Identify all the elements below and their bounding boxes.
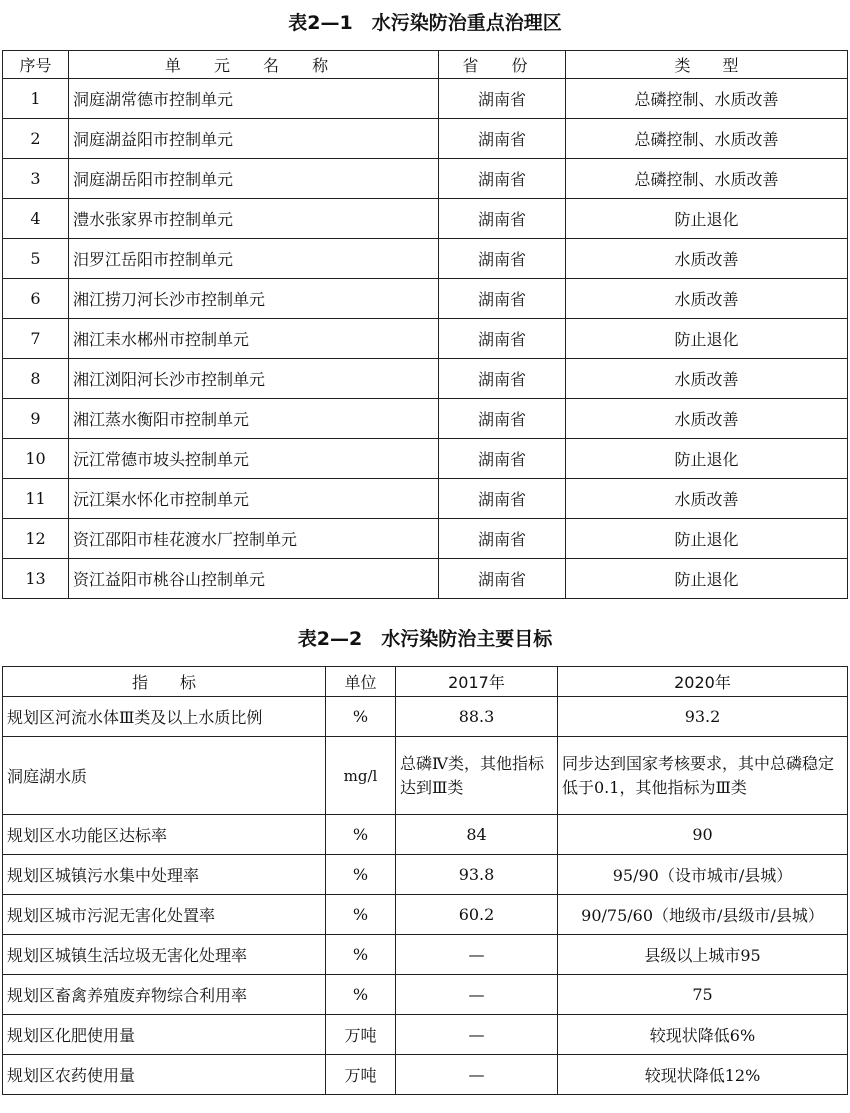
table-header-row: [3, 51, 848, 79]
table-row: [3, 199, 848, 239]
table-row: [3, 1055, 848, 1095]
cell-2017: —: [396, 1015, 558, 1055]
cell-unit-name: 湘江耒水郴州市控制单元: [69, 319, 439, 359]
cell-indicator: 规划区农药使用量: [3, 1055, 326, 1095]
table-row: [3, 239, 848, 279]
cell-province: 湖南省: [439, 239, 566, 279]
main-targets-table: [2, 666, 848, 1095]
cell-province: 湖南省: [439, 159, 566, 199]
cell-2017: 60.2: [396, 895, 558, 935]
cell-unit-name: 沅江渠水怀化市控制单元: [69, 479, 439, 519]
cell-2020: 同步达到国家考核要求，其中总磷稳定低于0.1，其他指标为Ⅲ类: [558, 737, 848, 815]
cell-type: 防止退化: [566, 559, 848, 599]
cell-unit: %: [326, 855, 396, 895]
table-row: [3, 519, 848, 559]
cell-unit-name: 资江邵阳市桂花渡水厂控制单元: [69, 519, 439, 559]
cell-2017: 93.8: [396, 855, 558, 895]
cell-unit-name: 洞庭湖益阳市控制单元: [69, 119, 439, 159]
table-row: [3, 855, 848, 895]
cell-unit-name: 洞庭湖岳阳市控制单元: [69, 159, 439, 199]
cell-unit-name: 澧水张家界市控制单元: [69, 199, 439, 239]
cell-province: 湖南省: [439, 319, 566, 359]
table-row: [3, 79, 848, 119]
cell-index: 8: [3, 359, 69, 399]
cell-unit: %: [326, 895, 396, 935]
table-row: [3, 439, 848, 479]
cell-type: 总磷控制、水质改善: [566, 119, 848, 159]
cell-index: 12: [3, 519, 69, 559]
table-row: [3, 159, 848, 199]
cell-index: 6: [3, 279, 69, 319]
cell-unit-name: 洞庭湖常德市控制单元: [69, 79, 439, 119]
table-row: [3, 895, 848, 935]
table-row: [3, 279, 848, 319]
table-row: [3, 559, 848, 599]
cell-indicator: 规划区城镇污水集中处理率: [3, 855, 326, 895]
table-row: [3, 1015, 848, 1055]
cell-index: 10: [3, 439, 69, 479]
cell-type: 总磷控制、水质改善: [566, 79, 848, 119]
header-province: 省 份: [439, 51, 566, 79]
cell-indicator: 规划区城镇生活垃圾无害化处理率: [3, 935, 326, 975]
cell-unit: %: [326, 935, 396, 975]
cell-unit-name: 湘江捞刀河长沙市控制单元: [69, 279, 439, 319]
cell-index: 7: [3, 319, 69, 359]
cell-type: 水质改善: [566, 239, 848, 279]
cell-province: 湖南省: [439, 119, 566, 159]
header-unit: 单位: [326, 667, 396, 697]
table-row: [3, 975, 848, 1015]
cell-province: 湖南省: [439, 479, 566, 519]
cell-2020: 县级以上城市95: [558, 935, 848, 975]
header-2020: 2020年: [558, 667, 848, 697]
cell-indicator: 规划区水功能区达标率: [3, 815, 326, 855]
cell-type: 水质改善: [566, 279, 848, 319]
cell-2020: 较现状降低6%: [558, 1015, 848, 1055]
cell-type: 防止退化: [566, 519, 848, 559]
table-row: [3, 119, 848, 159]
cell-2020: 90/75/60（地级市/县级市/县城）: [558, 895, 848, 935]
cell-province: 湖南省: [439, 399, 566, 439]
cell-type: 水质改善: [566, 479, 848, 519]
table-row: [3, 359, 848, 399]
cell-2020: 较现状降低12%: [558, 1055, 848, 1095]
cell-type: 水质改善: [566, 359, 848, 399]
header-type: 类 型: [566, 51, 848, 79]
cell-unit-name: 资江益阳市桃谷山控制单元: [69, 559, 439, 599]
cell-2017: —: [396, 935, 558, 975]
table-row: [3, 737, 848, 815]
cell-province: 湖南省: [439, 359, 566, 399]
cell-2017: 总磷Ⅳ类，其他指标达到Ⅲ类: [396, 737, 558, 815]
cell-indicator: 规划区畜禽养殖废弃物综合利用率: [3, 975, 326, 1015]
cell-type: 水质改善: [566, 399, 848, 439]
table-row: [3, 935, 848, 975]
cell-unit: mg/l: [326, 737, 396, 815]
cell-province: 湖南省: [439, 199, 566, 239]
key-treatment-zones-table: [2, 50, 848, 599]
cell-unit-name: 汨罗江岳阳市控制单元: [69, 239, 439, 279]
cell-2020: 93.2: [558, 697, 848, 737]
cell-province: 湖南省: [439, 439, 566, 479]
cell-type: 防止退化: [566, 439, 848, 479]
table-header-row: [3, 667, 848, 697]
table-row: [3, 319, 848, 359]
cell-2020: 95/90（设市城市/县城）: [558, 855, 848, 895]
cell-unit-name: 沅江常德市坡头控制单元: [69, 439, 439, 479]
cell-province: 湖南省: [439, 79, 566, 119]
header-indicator: 指 标: [3, 667, 326, 697]
header-2017: 2017年: [396, 667, 558, 697]
cell-index: 3: [3, 159, 69, 199]
cell-province: 湖南省: [439, 559, 566, 599]
cell-index: 13: [3, 559, 69, 599]
cell-province: 湖南省: [439, 519, 566, 559]
cell-type: 防止退化: [566, 319, 848, 359]
cell-2017: 84: [396, 815, 558, 855]
cell-2020: 90: [558, 815, 848, 855]
cell-province: 湖南省: [439, 279, 566, 319]
cell-index: 9: [3, 399, 69, 439]
cell-2017: —: [396, 1055, 558, 1095]
cell-unit-name: 湘江蒸水衡阳市控制单元: [69, 399, 439, 439]
table2-caption: 表2—2 水污染防治主要目标: [297, 628, 553, 650]
table-row: [3, 399, 848, 439]
cell-2017: 88.3: [396, 697, 558, 737]
cell-indicator: 洞庭湖水质: [3, 737, 326, 815]
table-row: [3, 697, 848, 737]
cell-index: 5: [3, 239, 69, 279]
table1-caption: 表2—1 水污染防治重点治理区: [288, 12, 562, 34]
cell-unit: 万吨: [326, 1015, 396, 1055]
cell-unit: %: [326, 815, 396, 855]
cell-unit: 万吨: [326, 1055, 396, 1095]
header-index: 序号: [3, 51, 69, 79]
cell-type: 防止退化: [566, 199, 848, 239]
cell-unit-name: 湘江浏阳河长沙市控制单元: [69, 359, 439, 399]
cell-indicator: 规划区城市污泥无害化处置率: [3, 895, 326, 935]
table-row: [3, 479, 848, 519]
cell-index: 1: [3, 79, 69, 119]
cell-index: 11: [3, 479, 69, 519]
cell-indicator: 规划区河流水体Ⅲ类及以上水质比例: [3, 697, 326, 737]
cell-indicator: 规划区化肥使用量: [3, 1015, 326, 1055]
header-unit-name: 单 元 名 称: [69, 51, 439, 79]
cell-unit: %: [326, 975, 396, 1015]
cell-type: 总磷控制、水质改善: [566, 159, 848, 199]
cell-2017: —: [396, 975, 558, 1015]
cell-2020: 75: [558, 975, 848, 1015]
cell-index: 4: [3, 199, 69, 239]
cell-unit: %: [326, 697, 396, 737]
table-row: [3, 815, 848, 855]
cell-index: 2: [3, 119, 69, 159]
